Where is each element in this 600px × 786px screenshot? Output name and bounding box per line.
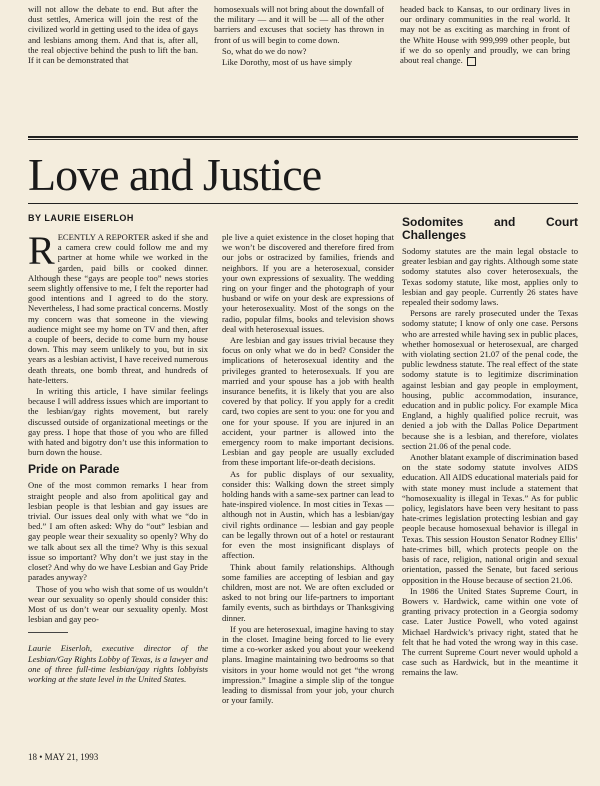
body-paragraph: Those of you who wish that some of us wouldn’t wear our sexuality so openly should consider this: Most of us don’t wear our sexuality openly. Most lesbian and gay peo-: [28, 583, 208, 625]
title-rule: [28, 203, 578, 204]
article-column-3: [402, 216, 578, 679]
subhead-sodomites: Sodomites and Court Challenges: [402, 215, 578, 242]
top-column-2: [214, 4, 384, 68]
body-paragraph: Persons are rarely prosecuted under the Texas sodomy statute; I know of only one case. Persons who are arrested while having sex in public places, whether homosexual or heterosexual, are charged with violating section 21.07 of the penal code, the public lewdness statute. The real effect of the state sodomy statute is to legitimize discrimination against lesbian and gay people in employment, housing, public accommodation, insurance, education and in public policy. For example Mica England, a highly qualified police recruit, was denied a job with the Dallas Police Department because she is a lesbian, and therefore, violates section 21.06 of the penal code.: [402, 308, 578, 451]
top-col2-para: homosexuals will not bring about the downfall of the military — and it will be — all of the other barriers and excuses that society has thrown in front of us will begin to come down.: [214, 4, 384, 45]
body-paragraph: ple live a quiet existence in the closet hoping that we won’t be discovered and therefore fired from our jobs or ostracized by families, friends and neighbors. If you are a heterosexual, consider your own expressions of sexuality. The wedding ring on your finger and the photograph of your husband or wife on your desk are expressions of your heterosexuality. Most of the songs on the radio, popular films, books and television shows deal with heterosexual issues.: [222, 232, 394, 334]
body-paragraph: Sodomy statutes are the main legal obstacle to greater lesbian and gay rights. Although some state sodomy statutes also cover heterosexuals, the Texas sodomy statute, like most, applies only to lesbian and gay people. Currently 26 states have repealed their sodomy laws.: [402, 246, 578, 308]
top-col2-para: Like Dorothy, most of us have simply: [222, 57, 353, 68]
top-col2-question: So, what do we do now?: [222, 45, 307, 56]
subhead-pride: Pride on Parade: [28, 462, 120, 477]
lead-paragraph: RECENTLY A REPORTER asked if she and a camera crew could follow me and my partner at home while we worked in the garden, paid bills or cooked dinner. Although these “gays are people too” news stories seem slightly offensive to me, I felt the reporter had good intentions and I agreed to do the story. Nevertheless, I had some practical concerns. Mostly my concern was that someone in the viewing audience might see my home on TV and then, after a couple of beers, decide to come burn my house down. This may seem unlikely to you, but in six years as a lesbian activist, I have received numerous death threats, one bomb threat, and hundreds of hate-letters.: [28, 228, 208, 385]
body-paragraph: In writing this article, I have similar feelings because I will address issues which are important to the lesbian/gay rights movement, but rarely discussed outside of organizational meetings or the gay press. I hope that those of you who are filled with hated and bigotry don’t use this information to burn down the house.: [28, 386, 208, 458]
section-divider: [28, 136, 578, 138]
body-paragraph: One of the most common remarks I hear from straight people and also from apolitical gay and lesbian people is that lesbian and gay issues are trivial. Our issues deal only with what we “do in bed.” I am often asked: Why do “out” lesbian and gay people wear their sexuality so openly? Why do we talk about sex all the time? Why is this sexual issue so important? Why don’t we just stay in the closet? And why do we have Lesbian and Gay Pride parades anyway?: [28, 480, 208, 583]
section-divider-thin: [28, 139, 578, 140]
drop-cap: R: [28, 228, 55, 273]
article-title: Love and Justice: [28, 149, 322, 200]
body-paragraph: Another blatant example of discrimination based on the state sodomy statute involves AIDS education. All AIDS educational materials paid for with state money must include a statement that “homosexuality is illegal in Texas.” As for public policy, legislators have been very hesitant to pass hate-crimes legislation protecting lesbian and gay people because homosexual behavior is illegal in Texas. This session Houston Senator Rodney Ellis’ hate-crimes bill, which protects people on the basis of race, religion, national origin and sexual orientation, passed the Senate, but faced serious opposition in the House because of section 21.06.: [402, 452, 578, 585]
article-column-2: [222, 232, 394, 706]
author-bio: Laurie Eiserloh, executive director of the Lesbian/Gay Rights Lobby of Texas, is a lawyer and one of three full-time lesbian/gay rights lobbyists working at the state level in the United States.: [28, 643, 208, 684]
byline: BY LAURIE EISERLOH: [28, 213, 134, 223]
top-column-1: [28, 4, 198, 66]
article-column-1: [28, 228, 208, 685]
body-paragraph: As for public displays of our sexuality, consider this: Walking down the street simply holding hands with a same-sex partner can lead to hate-inspired violence. In most cities in Texas — although not in Austin, which has a lesbian/gay civil rights ordinance — lesbian and gay people can be legally thrown out of a hotel or restaurant for even the most insignificant displays of affection.: [222, 468, 394, 561]
top-col1-text: will not allow the debate to end. But after the dust settles, America will join the rest of the civilized world in getting used to the idea of gays and lesbians among them. And that is, after all, the real objective behind the push to lift the ban. If it can be demonstrated that: [28, 4, 198, 66]
body-paragraph: In 1986 the United States Supreme Court, in Bowers v. Hardwick, came within one vote of granting privacy protection in a Georgia sodomy case. Later Justice Powell, who voted against Michael Hardwick’s privacy right, stated that he felt that he had voted the wrong way in this case. The current Supreme Court never would uphold a case such as Hardwick, but in the meantime it remains the law.: [402, 585, 578, 678]
bio-divider: [28, 632, 68, 633]
top-column-3: [400, 4, 570, 67]
end-mark-icon: [467, 57, 476, 66]
page-footer: 18 • MAY 21, 1993: [28, 752, 99, 762]
top-col3-text: headed back to Kansas, to our ordinary lives in our ordinary communities in the real world. It may not be as exciting as marching in front of the White House with 999,999 other people, but if we do so openly and proudly, we can bring about real change.: [400, 4, 570, 66]
body-paragraph: Think about family relationships. Although some families are accepting of lesbian and gay children, most are not. We are often excluded or asked to not bring our life-partners to important family events, such as birthdays or Thanksgiving dinner.: [222, 561, 394, 623]
body-paragraph: If you are heterosexual, imagine having to stay in the closet. Imagine being forced to lie every time a co-worker asked you about your weekend plans. Imagine maintaining two bedrooms so that visitors in your home would not get “the wrong impression.” Imagine a simple slip of the tongue leading to dismissal from your job, your church or your family.: [222, 623, 394, 706]
body-paragraph: Are lesbian and gay issues trivial because they focus on only what we do in bed? Consider the implications of heterosexual identity and the privileges granted to heterosexuals. If you are married and your spouse has a job with health insurance benefits, it is likely that you are also covered by that policy. If you apply for a credit card, two copies are sent to you: one for you and one for your spouse. If you are injured in an accident, your partner is allowed into the emergency room to make important decisions. Lesbian and gay people are usually excluded from these important life-or-death decisions.: [222, 335, 394, 468]
